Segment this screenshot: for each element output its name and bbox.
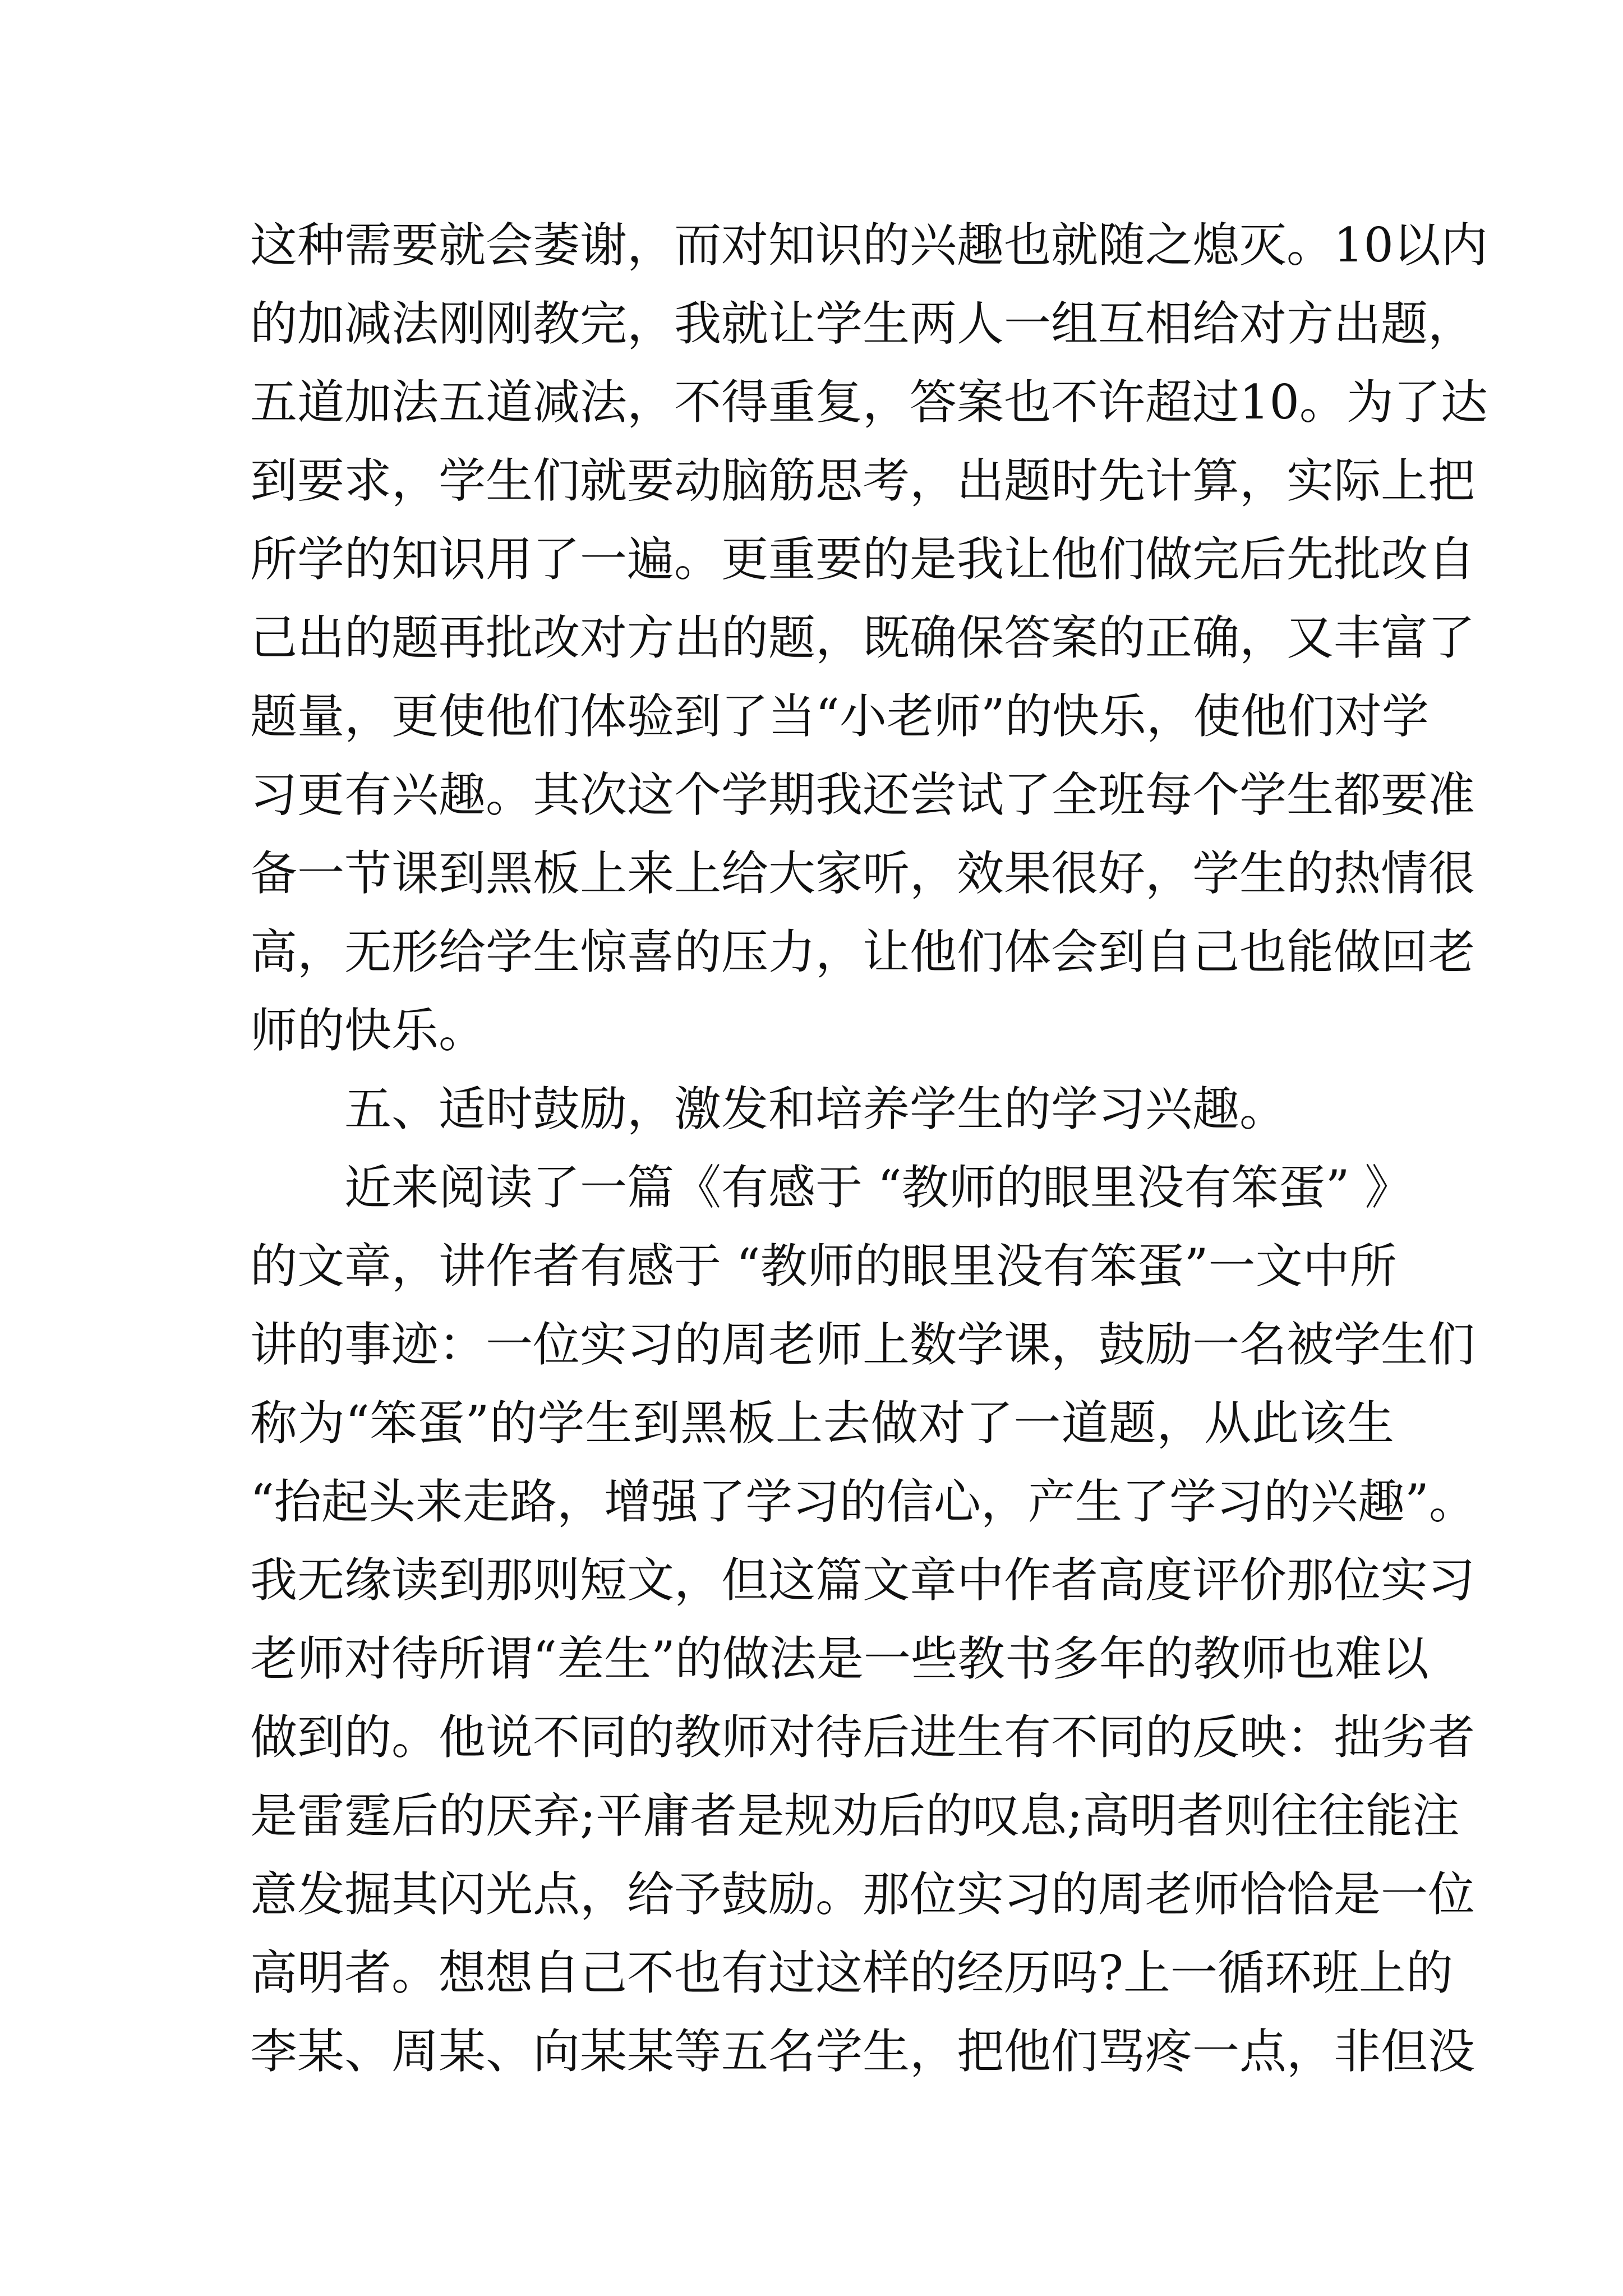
text-line-19: 老师对待所谓“差生”的做法是一些教书多年的教师也难以	[250, 1631, 1429, 1686]
text-line-10: 高，无形给学生惊喜的压力，让他们体会到自己也能做回老	[250, 924, 1476, 979]
text-line-11: 师的快乐。	[250, 1003, 486, 1058]
text-line-3: 五道加法五道减法，不得重复，答案也不许超过10。为了达	[250, 375, 1488, 430]
text-line-16: 称为“笨蛋”的学生到黑板上去做对了一道题，从此该生	[250, 1396, 1394, 1451]
text-line-14: 的文章，讲作者有感于 “教师的眼里没有笨蛋”一文中所	[250, 1239, 1397, 1294]
text-line-5: 所学的知识用了一遍。更重要的是我让他们做完后先批改自	[250, 532, 1476, 587]
text-line-9: 备一节课到黑板上来上给大家听，效果很好，学生的热情很	[250, 846, 1476, 901]
text-line-24: 李某、周某、向某某等五名学生，把他们骂疼一点，非但没	[250, 2024, 1476, 2079]
text-line-22: 意发掘其闪光点，给予鼓励。那位实习的周老师恰恰是一位	[250, 1867, 1476, 1922]
section-heading: 五、适时鼓励，激发和培养学生的学习兴趣。	[344, 1082, 1287, 1137]
text-line-18: 我无缘读到那则短文，但这篇文章中作者高度评价那位实习	[250, 1553, 1476, 1608]
text-line-13: 近来阅读了一篇《有感于 “教师的眼里没有笨蛋” 》	[344, 1160, 1412, 1215]
text-line-20: 做到的。他说不同的教师对待后进生有不同的反映：拙劣者	[250, 1710, 1476, 1765]
text-line-6: 己出的题再批改对方出的题，既确保答案的正确，又丰富了	[250, 610, 1476, 665]
text-line-1: 这种需要就会萎谢，而对知识的兴趣也就随之熄灭。10以内	[250, 218, 1488, 273]
text-line-23: 高明者。想想自己不也有过这样的经历吗?上一循环班上的	[250, 1945, 1454, 2000]
text-line-4: 到要求，学生们就要动脑筋思考，出题时先计算，实际上把	[250, 453, 1476, 508]
text-line-17: “抬起头来走路，增强了学习的信心，产生了学习的兴趣”。	[250, 1474, 1476, 1529]
text-line-21: 是雷霆后的厌弃;平庸者是规劝后的叹息;高明者则往往能注	[250, 1788, 1460, 1843]
text-line-15: 讲的事迹：一位实习的周老师上数学课，鼓励一名被学生们	[250, 1317, 1476, 1372]
text-line-2: 的加减法刚刚教完，我就让学生两人一组互相给对方出题，	[250, 296, 1476, 351]
text-line-8: 习更有兴趣。其次这个学期我还尝试了全班每个学生都要准	[250, 767, 1476, 822]
text-line-7: 题量，更使他们体验到了当“小老师”的快乐，使他们对学	[250, 689, 1429, 744]
